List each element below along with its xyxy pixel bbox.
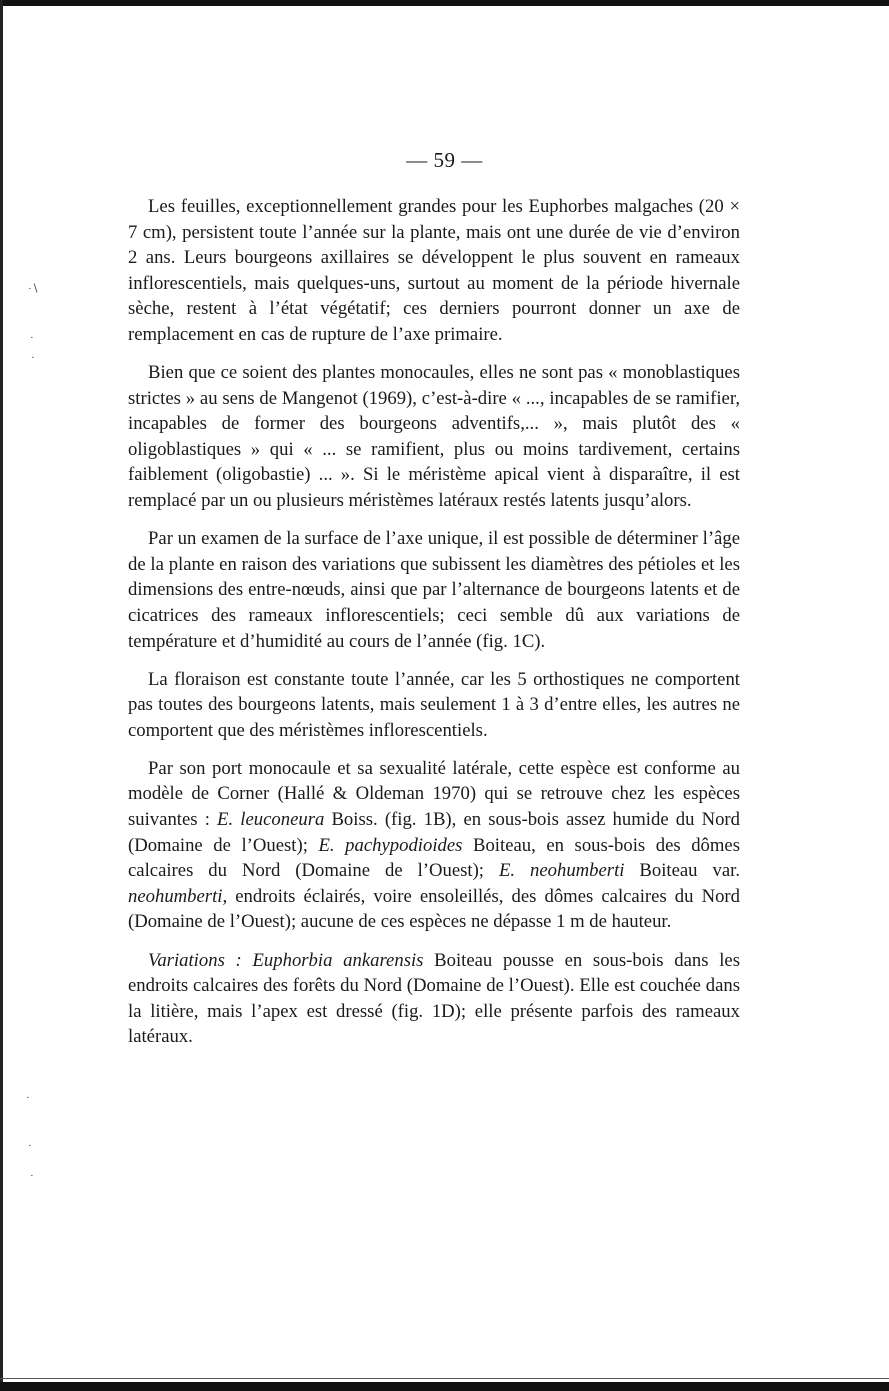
text-segment: endroits éclairés, voire ensoleillés, des dômes calcaires du Nord (Domaine de l’Ouest); aucune de ces espèces ne dépasse 1 m de hauteur. — [128, 885, 740, 933]
article-body — [128, 194, 740, 1062]
paragraph-leaves: Les feuilles, exceptionnellement grandes pour les Euphorbes malgaches (20 × 7 cm), persistent toute l’année sur la plante, mais ont une durée de vie d’environ 2 ans. Leurs bourgeons axillaires se développent le plus souvent en rameaux inflorescentiels, mais quelques-uns, surtout au moment de la période hivernale sèche, restent à l’état végétatif; ces derniers pourront donner un axe de remplacement en cas de rupture de l’axe primaire. — [128, 196, 740, 345]
species-name: E. leuconeura — [217, 809, 325, 831]
variations-heading: Variations : Euphorbia ankarensis — [148, 949, 424, 971]
text-segment: Par son port monocaule et sa sexualité latérale, cette espèce est conforme au modèle de Corner (Hallé & Oldeman 1970) qui se retrouve chez les espèces suivantes : — [128, 757, 740, 831]
paragraph-axis-age: Par un examen de la surface de l’axe unique, il est possible de déterminer l’âge de la plante en raison des variations que subissent les diamètres des pétioles et les dimensions des entre-nœuds, ainsi que par l’alternance de bourgeons latents et de cicatrices des rameaux inflorescentiels; ceci semble dû aux variations de température et d’humidité au cours de l’année (fig. 1C). — [128, 528, 740, 652]
variety-name: neohumberti, — [128, 885, 228, 907]
paragraph-flowering: La floraison est constante toute l’année, car les 5 orthostiques ne comportent pas toutes des bourgeons latents, mais seulement 1 à 3 d’entre elles, les autres ne comportent que des méristèmes inflorescentiels. — [128, 668, 740, 741]
paragraph-monocaul: Bien que ce soient des plantes monocaules, elles ne sont pas « monoblastiques strictes » au sens de Mangenot (1969), c’est-à-dire « ..., incapables de se ramifier, incapables de former des bourgeons adventifs,... », mais plutôt des « oligoblastiques » qui « ... se ramifient, plus ou moins tardivement, certains faiblement (oligobastie) ... ». Si le méristème apical vient à disparaître, il est remplacé par un ou plusieurs méristèmes latéraux restés latents jusqu’alors. — [128, 362, 740, 512]
text-segment: Boiss. (fig. 1B), en sous-bois assez humide du Nord (Domaine de l’Ouest); — [128, 809, 740, 856]
text-segment: Boiteau, en sous-bois des dômes calcaires du Nord (Domaine de l’Ouest); — [128, 834, 740, 882]
page-number: — 59 — — [406, 148, 483, 172]
text-segment: Boiteau pousse en sous-bois dans les endroits calcaires des forêts du Nord (Domaine de l’Ouest). Elle est couchée dans la litière, mais l’apex est dressé (fig. 1D); elle présente parfois des rameaux latéraux. — [128, 949, 740, 1048]
scan-border-left — [0, 0, 3, 1391]
scan-border-bottom-thin — [0, 1378, 889, 1379]
scan-border-bottom — [0, 1382, 889, 1391]
species-name: E. pachypodioides — [318, 834, 463, 856]
scan-speck: · — [30, 332, 34, 344]
scan-speck: · — [26, 1092, 30, 1104]
scan-speck: ·∖ — [28, 283, 39, 295]
paragraph-corner-model — [128, 756, 740, 935]
paragraph-variations — [128, 948, 740, 1050]
scan-speck: · — [31, 352, 35, 364]
scan-speck: · — [28, 1140, 32, 1152]
text-segment: Boiteau var. — [624, 860, 740, 882]
scan-border-top — [0, 0, 889, 6]
scan-speck: · — [30, 1170, 34, 1182]
species-name: E. neohumberti — [498, 860, 625, 882]
